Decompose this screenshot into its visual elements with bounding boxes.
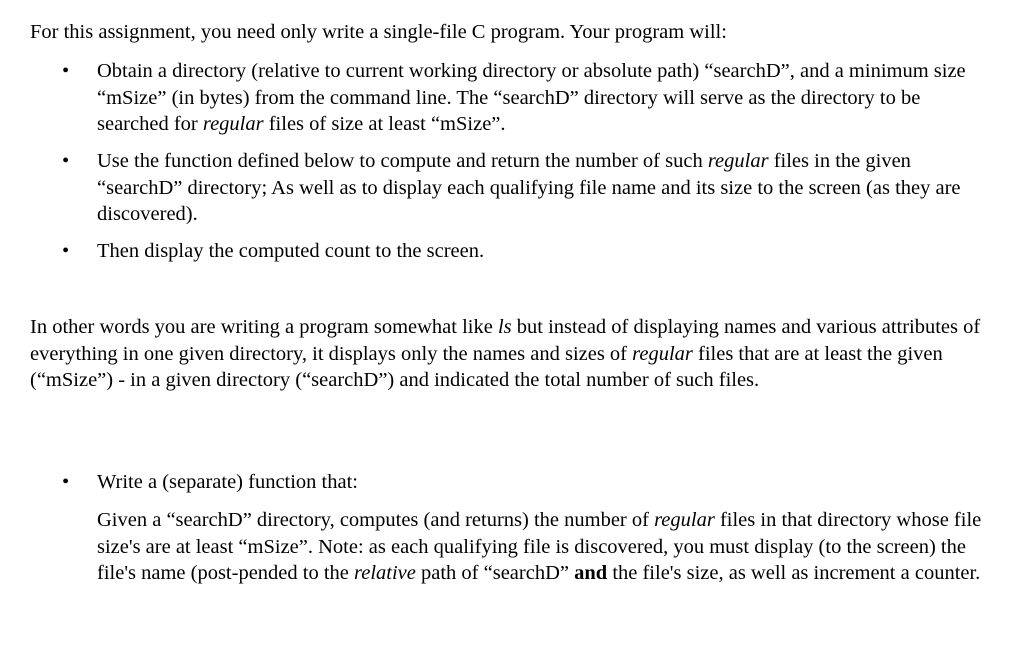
emphasis-text: regular [707,150,769,172]
emphasis-text: relative [354,562,416,584]
bold-text: and [574,562,608,584]
text-run: files in that directory whose file size's are at least “mSize”. Note: as each qualifying file is discovered, you must display (to the screen) the file's name (post-pended to the [97,509,982,584]
item-text [97,58,982,138]
text-run: files of size at least “mSize”. [263,113,506,135]
text-run: but instead of displaying names and various attributes of everything in one given directory, it displays only the names and sizes of [30,316,981,365]
emphasis-text: regular [654,509,715,531]
text-run: files that are at least the given (“mSize”) - in a given directory (“searchD”) and indicated the total number of such files. [30,342,943,391]
emphasis-text: regular [632,342,693,365]
text-run: Use the function defined below to compute and return the number of such [97,150,708,172]
function-description [97,507,982,587]
text-run: Obtain a directory (relative to current working directory or absolute path) “searchD”, and a minimum size “mSize” (in bytes) from the command line. The “searchD” directory will serve as the directory to be searched for [97,60,966,135]
text-run: In other words you are writing a program somewhat like [30,316,498,338]
bullet: • [62,60,70,82]
text-run: files in the given “searchD” directory; As well as to display each qualifying file name and its size to the screen (as they are discovered). [97,150,961,225]
emphasis-text: ls [497,316,512,338]
emphasis-text: regular [202,113,264,135]
item-text [97,148,982,228]
text-run: Given a “searchD” directory, computes (and returns) the number of [97,509,655,531]
text-run: path of “searchD” [415,562,575,584]
intro-paragraph: For this assignment, you need only write a single-file C program. Your program will: [30,21,727,43]
item-text [97,238,982,265]
function-heading: Write a (separate) function that: [97,471,358,493]
text-run: Then display the computed count to the screen. [97,240,485,262]
bullet: • [62,240,70,262]
bullet: • [62,471,70,493]
explanation-paragraph [30,314,990,394]
text-run: the file's size, as well as increment a counter. [607,562,981,584]
bullet: • [62,150,70,172]
